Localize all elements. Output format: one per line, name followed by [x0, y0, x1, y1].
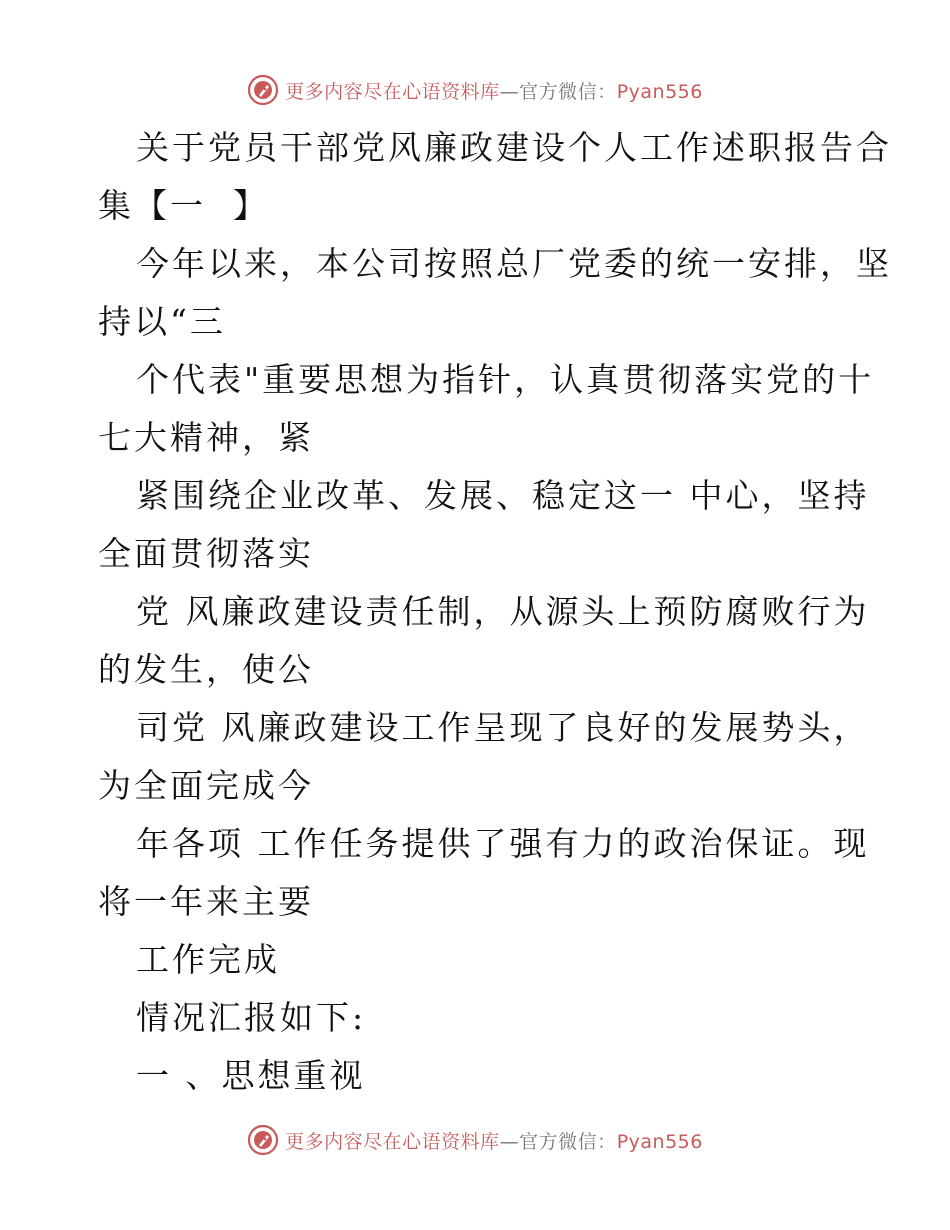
- watermark-account-id: Pyan556: [616, 1130, 703, 1153]
- section-heading: 一 、思想重视: [136, 1056, 366, 1095]
- watermark-dash: —: [499, 80, 520, 103]
- watermark-text: [285, 77, 703, 104]
- document-title-line-1: 关于党员干部党风廉政建设个人工作述职报告合: [136, 128, 892, 167]
- document-title-line-2: 集【一 】: [98, 186, 269, 225]
- paragraph-line: 情况汇报如下:: [136, 998, 367, 1037]
- paragraph-line: 七大精神，紧: [98, 418, 314, 457]
- watermark-dash: —: [499, 1130, 520, 1153]
- watermark-brand: 更多内容尽在心语资料库: [285, 1130, 500, 1153]
- paragraph-line: 的发生，使公: [98, 650, 314, 689]
- watermark-account-label: 官方微信：: [519, 80, 617, 103]
- paragraph-line: 司党 风廉政建设工作呈现了良好的发展势头，: [136, 708, 870, 747]
- paragraph-line: 持以“三: [98, 302, 226, 341]
- footer-watermark: [0, 1120, 950, 1160]
- pen-nib-logo-icon: [247, 74, 279, 106]
- paragraph-line: 今年以来，本公司按照总厂党委的统一安排，坚: [136, 244, 892, 283]
- paragraph-line: 党 风廉政建设责任制，从源头上预防腐败行为: [136, 592, 870, 631]
- paragraph-line: 全面贯彻落实: [98, 534, 314, 573]
- watermark-account-label: 官方微信：: [519, 1130, 617, 1153]
- watermark-account-id: Pyan556: [616, 80, 703, 103]
- header-watermark: [0, 70, 950, 110]
- paragraph-line: 工作完成: [136, 940, 280, 979]
- paragraph-line: 将一年来主要: [98, 882, 314, 921]
- paragraph-line: 年各项 工作任务提供了强有力的政治保证。现: [136, 824, 870, 863]
- pen-nib-logo-icon: [247, 1124, 279, 1156]
- paragraph-line: 紧围绕企业改革、发展、稳定这一 中心，坚持: [136, 476, 870, 515]
- watermark-text: [285, 1127, 703, 1154]
- paragraph-line: 个代表"重要思想为指针，认真贯彻落实党的十: [136, 360, 875, 399]
- watermark-brand: 更多内容尽在心语资料库: [285, 80, 500, 103]
- paragraph-line: 为全面完成今: [98, 766, 314, 805]
